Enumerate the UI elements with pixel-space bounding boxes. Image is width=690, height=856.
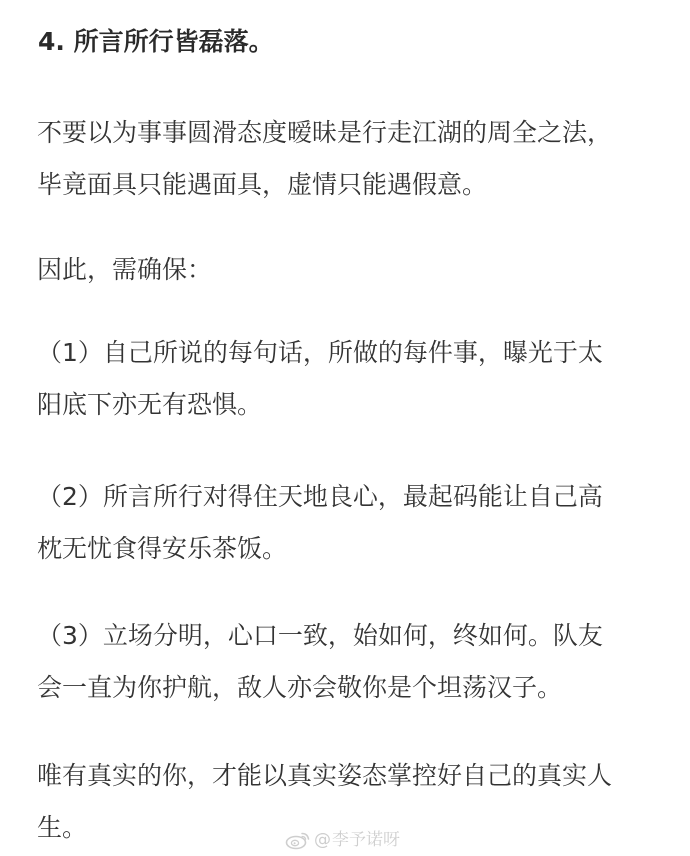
paragraph-point-3	[37, 610, 667, 714]
watermark-name: 李予诺呀	[332, 830, 400, 850]
paragraph-line: 阳底下亦无有恐惧。	[37, 390, 263, 419]
watermark-at: @	[314, 830, 331, 850]
paragraph-line: （1）自己所说的每句话，所做的每件事，曝光于太	[37, 338, 603, 367]
paragraph-intro	[37, 107, 667, 211]
paragraph-line: 毕竟面具只能遇面具，虚情只能遇假意。	[37, 170, 488, 199]
paragraph-point-2	[37, 471, 667, 575]
paragraph-line: 不要以为事事圆滑态度暧昧是行走江湖的周全之法，	[37, 118, 613, 147]
paragraph-line: （2）所言所行对得住天地良心，最起码能让自己高	[37, 482, 603, 511]
paragraph-point-1	[37, 327, 667, 431]
paragraph-line: 生。	[37, 813, 88, 842]
paragraph-line: 唯有真实的你，才能以真实姿态掌控好自己的真实人	[37, 761, 613, 790]
section-heading: 4. 所言所行皆磊落。	[38, 27, 274, 56]
paragraph-therefore	[37, 244, 667, 296]
paragraph-line: 枕无忧食得安乐茶饭。	[37, 534, 288, 563]
paragraph-line: （3）立场分明，心口一致，始如何，终如何。队友	[37, 621, 603, 650]
watermark	[285, 827, 400, 853]
paragraph-line: 会一直为你护航，敌人亦会敬你是个坦荡汉子。	[37, 673, 563, 702]
paragraph-line: 因此，需确保：	[37, 255, 213, 284]
weibo-logo-icon	[285, 830, 311, 850]
